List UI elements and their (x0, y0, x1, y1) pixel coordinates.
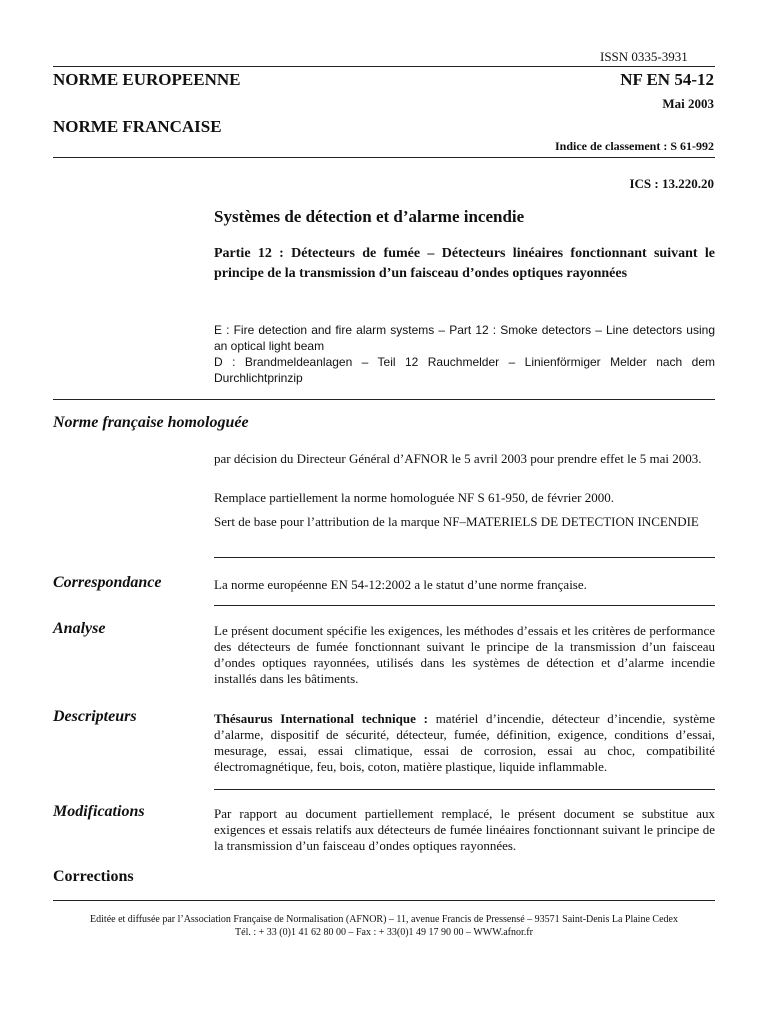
ics-code: ICS : 13.220.20 (629, 176, 714, 191)
header-top-rule (53, 66, 715, 67)
footer-contact: Tél. : + 33 (0)1 41 62 80 00 – Fax : + 33(0)1 49 17 90 00 – WWW.afnor.fr (235, 927, 533, 938)
publication-date: Mai 2003 (662, 96, 714, 111)
modifications-text: Par rapport au document partiellement remplacé, le présent document se substitue aux exigences et essais relatifs aux détecteurs de fumée linéaires fonctionnant suivant le principe de la transmission d’un faisceau d’ondes optiques rayonnées. (214, 806, 715, 853)
descripteurs-keywords: matériel d’incendie, détecteur d’incendie, système d’alarme, dispositif de sécurité, détecteur, fumée, définition, exigence, conditions d’essai, mesurage, essai, essai climatique, essai de corrosion, essai au choc, compatibilité électromagnétique, feu, bois, coton, matière plastique, liquide inflammable. (214, 711, 715, 774)
descripteurs-text (214, 711, 715, 775)
norme-europeenne-heading: NORME EUROPEENNE (53, 70, 241, 89)
homologuee-remplace: Remplace partiellement la norme homologuée NF S 61-950, de février 2000. (214, 490, 614, 505)
footer-publisher: Editée et diffusée par l’Association Française de Normalisation (AFNOR) – 11, avenue Francis de Pressensé – 93571 Saint-Denis La Plaine Cedex (90, 914, 678, 925)
homologuee-marque: Sert de base pour l’attribution de la marque NF–MATERIELS DE DETECTION INCENDIE (214, 514, 699, 529)
document-part-title: Partie 12 : Détecteurs de fumée – Détecteurs linéaires fonctionnant suivant le principe de la transmission d’un faisceau d’ondes optiques rayonnées (214, 246, 715, 281)
indice-classement: Indice de classement : S 61-992 (555, 139, 714, 153)
header-bottom-rule (53, 157, 715, 158)
footer-rule (53, 900, 715, 901)
homologuee-rule (214, 557, 715, 558)
analyse-label: Analyse (53, 620, 106, 637)
modifications-label: Modifications (53, 803, 145, 820)
correspondance-text: La norme européenne EN 54-12:2002 a le statut d’une norme française. (214, 577, 587, 592)
corrections-label: Corrections (53, 868, 134, 885)
analyse-text: Le présent document spécifie les exigences, les méthodes d’essais et les critères de performance des détecteurs de fumée fonctionnant suivant le principe de la transmission d’un faisceau d’ondes optiques rayonnées, utilisés dans les systèmes de détection et d’alarme incendie installés dans les bâtiments. (214, 623, 715, 686)
title-bottom-rule (53, 399, 715, 400)
descripteurs-rule (214, 789, 715, 790)
standard-reference: NF EN 54-12 (620, 70, 714, 89)
correspondance-label: Correspondance (53, 574, 162, 591)
thesaurus-label: Thésaurus International technique : (214, 711, 428, 726)
homologuee-label: Norme française homologuée (53, 414, 249, 431)
norme-francaise-heading: NORME FRANCAISE (53, 117, 222, 136)
homologuee-decision: par décision du Directeur Général d’AFNOR le 5 avril 2003 pour prendre effet le 5 mai 2003. (214, 451, 702, 466)
descripteurs-label: Descripteurs (53, 708, 137, 725)
issn-number: ISSN 0335-3931 (600, 49, 688, 64)
correspondance-rule (214, 605, 715, 606)
document-title: Systèmes de détection et d’alarme incendie (214, 207, 525, 226)
english-title: E : Fire detection and fire alarm systems – Part 12 : Smoke detectors – Line detectors using an optical light beam (214, 323, 715, 353)
german-title: D : Brandmeldeanlagen – Teil 12 Rauchmelder – Linienförmiger Melder nach dem Durchlichtprinzip (214, 355, 715, 385)
